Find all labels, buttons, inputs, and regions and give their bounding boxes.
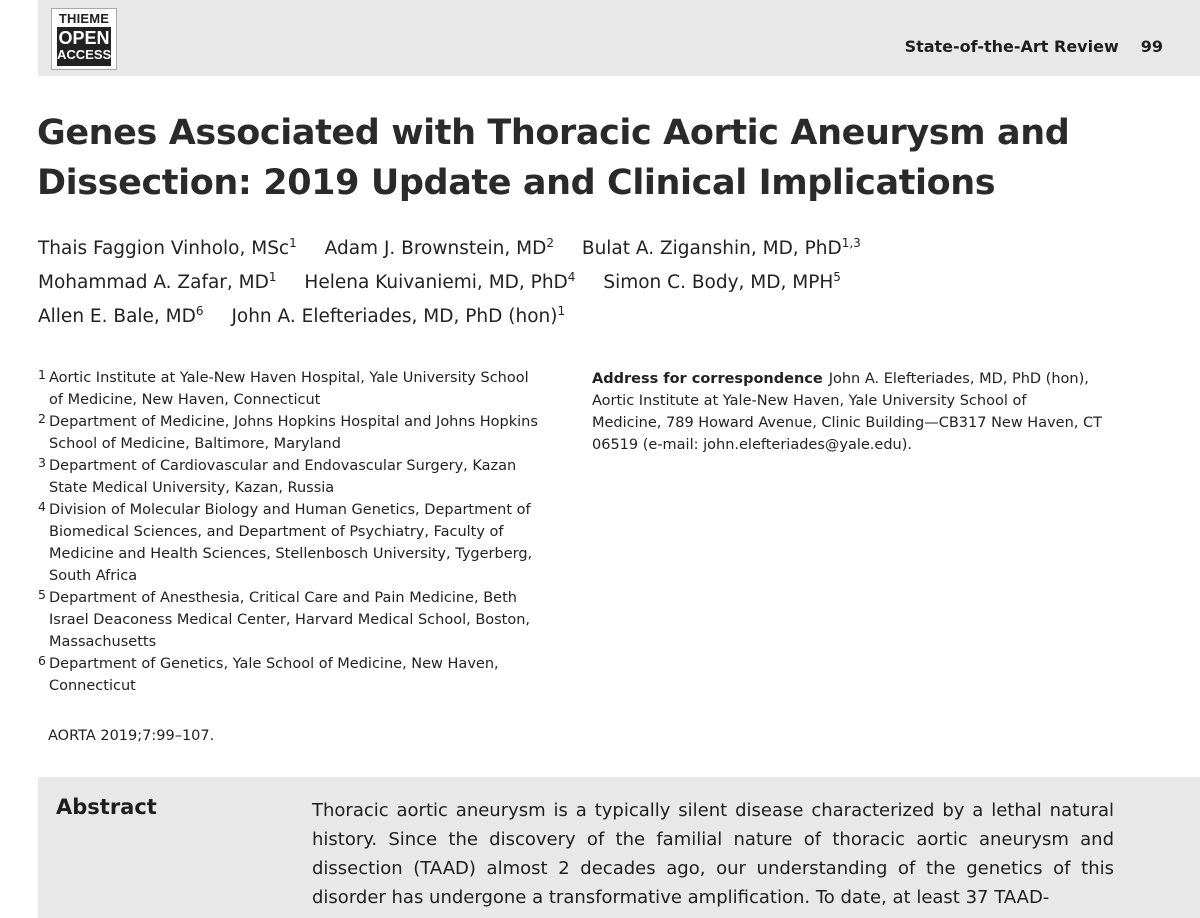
section-label: State-of-the-Art Review xyxy=(904,37,1119,56)
author-affiliation-sup: 1 xyxy=(289,236,297,250)
author-name: Bulat A. Ziganshin, MD, PhD xyxy=(581,238,842,259)
correspondence-address xyxy=(592,368,1132,456)
author-name: Thais Faggion Vinholo, MSc xyxy=(38,238,290,259)
article-title: Genes Associated with Thoracic Aortic Aneurysm and Dissection: 2019 Update and Clinical Implications xyxy=(37,113,1070,203)
affiliation xyxy=(38,367,578,411)
affiliation-number: 6 xyxy=(38,653,46,668)
affiliation-list xyxy=(38,367,578,697)
affiliation-number: 4 xyxy=(38,499,46,514)
author xyxy=(325,238,554,259)
affiliation xyxy=(38,455,578,499)
affiliation-number: 3 xyxy=(38,455,46,470)
thieme-open-access-logo xyxy=(51,8,117,70)
running-head xyxy=(905,37,1163,56)
author-name: Simon C. Body, MD, MPH xyxy=(603,272,834,293)
affiliation xyxy=(38,653,578,697)
affiliation-line: Biomedical Sciences, and Department of Psychiatry, Faculty of xyxy=(49,524,504,540)
affiliation-line: of Medicine, New Haven, Connecticut xyxy=(49,392,321,408)
correspondence-line: John A. Elefteriades, MD, PhD (hon), xyxy=(828,371,1089,387)
page-number: 99 xyxy=(1140,37,1163,56)
author-list xyxy=(38,232,1168,334)
author xyxy=(582,238,861,259)
author-affiliation-sup: 1 xyxy=(557,304,566,318)
correspondence-line: 06519 (e-mail: john.elefteriades@yale.edu). xyxy=(592,437,912,453)
journal-citation: AORTA 2019;7:99–107. xyxy=(48,728,215,744)
affiliation-line: Department of Genetics, Yale School of Medicine, New Haven, xyxy=(49,656,499,672)
abstract-heading: Abstract xyxy=(56,795,157,819)
affiliation-line: Aortic Institute at Yale-New Haven Hospital, Yale University School xyxy=(49,370,529,386)
affiliation-number: 2 xyxy=(38,411,46,426)
affiliation-line: Department of Cardiovascular and Endovascular Surgery, Kazan xyxy=(49,458,517,474)
author-name: Allen E. Bale, MD xyxy=(38,306,196,327)
author xyxy=(603,272,841,293)
affiliation-number: 1 xyxy=(38,367,46,382)
author-affiliation-sup: 4 xyxy=(567,270,576,284)
affiliation-line: Connecticut xyxy=(49,678,136,694)
affiliation xyxy=(38,499,578,587)
author xyxy=(304,272,575,293)
abstract-text: Thoracic aortic aneurysm is a typically silent disease characterized by a lethal natural history. Since the discovery of the familial nature of thoracic aortic aneurysm and dissection (TAAD) almost 2 decades ago, our understanding of the genetics of this disorder has undergone a transformative amplification. To date, at least 37 TAAD- xyxy=(312,800,1114,908)
correspondence-label: Address for correspondence xyxy=(592,371,823,387)
author-affiliation-sup: 1,3 xyxy=(841,236,861,250)
affiliation xyxy=(38,587,578,653)
author-name: Helena Kuivaniemi, MD, PhD xyxy=(304,272,568,293)
affiliation-line: State Medical University, Kazan, Russia xyxy=(49,480,335,496)
author-name: Adam J. Brownstein, MD xyxy=(324,238,547,259)
correspondence-line: Medicine, 789 Howard Avenue, Clinic Building—CB317 New Haven, CT xyxy=(592,415,1102,431)
author-affiliation-sup: 5 xyxy=(833,270,841,284)
author xyxy=(231,306,565,327)
author-name: John A. Elefteriades, MD, PhD (hon) xyxy=(231,306,558,327)
affiliation-line: Department of Anesthesia, Critical Care and Pain Medicine, Beth xyxy=(49,590,517,606)
author-affiliation-sup: 1 xyxy=(268,270,277,284)
affiliation-line: Division of Molecular Biology and Human Genetics, Department of xyxy=(49,502,531,518)
author-affiliation-sup: 2 xyxy=(546,236,554,250)
logo-open-access xyxy=(57,27,111,66)
affiliation-number: 5 xyxy=(38,587,46,602)
affiliation-line: Massachusetts xyxy=(49,634,157,650)
author-affiliation-sup: 6 xyxy=(195,304,204,318)
author xyxy=(38,272,277,293)
author xyxy=(38,306,204,327)
affiliation-line: Department of Medicine, Johns Hopkins Hospital and Johns Hopkins xyxy=(49,414,538,430)
logo-access: ACCESS xyxy=(57,47,112,62)
author-name: Mohammad A. Zafar, MD xyxy=(38,272,269,293)
logo-open: OPEN xyxy=(58,28,110,48)
affiliation-line: Medicine and Health Sciences, Stellenbosch University, Tygerberg, xyxy=(49,546,533,562)
author xyxy=(38,238,297,259)
affiliation-line: South Africa xyxy=(49,568,138,584)
affiliation-line: Israel Deaconess Medical Center, Harvard Medical School, Boston, xyxy=(49,612,531,628)
correspondence-line: Aortic Institute at Yale-New Haven, Yale University School of xyxy=(592,393,1027,409)
affiliation-line: School of Medicine, Baltimore, Maryland xyxy=(49,436,341,452)
affiliation xyxy=(38,411,578,455)
logo-brand: THIEME xyxy=(58,11,110,26)
